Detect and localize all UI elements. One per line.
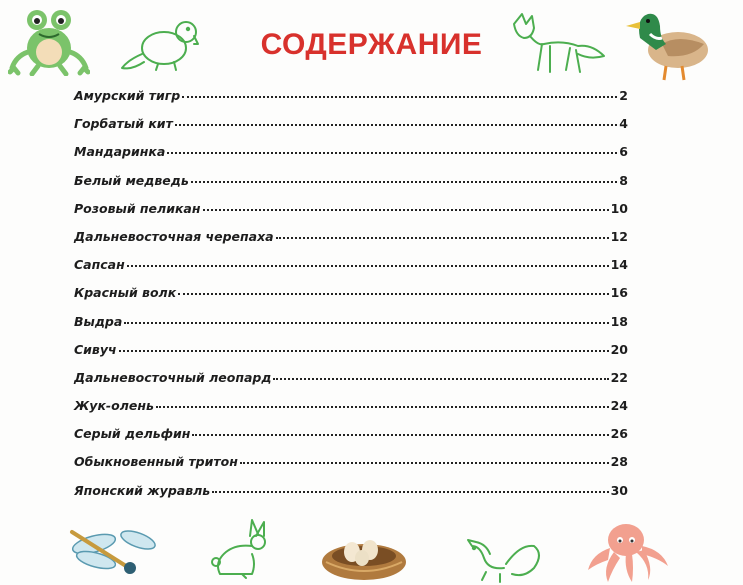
octopus-icon [578, 520, 674, 585]
duck-icon [622, 4, 714, 84]
toc-entry[interactable] [74, 144, 628, 172]
toc-entry-page: 30 [610, 482, 628, 498]
page-title: СОДЕРЖАНИЕ [260, 28, 483, 61]
fox-icon [508, 10, 608, 76]
dragonfly-icon [66, 522, 162, 582]
toc-leader-dots [178, 290, 608, 295]
toc-entry-title: Белый медведь [74, 172, 189, 188]
toc-entry[interactable] [74, 342, 628, 370]
frog-icon [8, 6, 90, 76]
toc-entry-page: 18 [610, 313, 628, 329]
toc-entry-page: 28 [610, 454, 628, 470]
toc-entry-title: Горбатый кит [74, 116, 173, 132]
toc-leader-dots [167, 149, 617, 154]
toc-entry-title: Дальневосточный леопард [74, 369, 272, 385]
toc-entry-page: 22 [610, 369, 628, 385]
toc-entry[interactable] [74, 426, 628, 454]
toc-entry-title: Японский журавль [74, 482, 211, 498]
toc-entry[interactable] [74, 257, 628, 285]
toc-leader-dots [276, 234, 609, 239]
toc-entry-title: Жук-олень [74, 398, 154, 414]
toc-leader-dots [203, 206, 609, 211]
toc-entry-page: 6 [619, 144, 628, 160]
toc-entry-page: 8 [619, 172, 628, 188]
toc-entry[interactable] [74, 201, 628, 229]
toc-entry-page: 12 [610, 228, 628, 244]
toc-entry[interactable] [74, 88, 628, 116]
toc-leader-dots [191, 178, 618, 183]
toc-entry-page: 14 [610, 257, 628, 273]
toc-leader-dots [182, 93, 617, 98]
toc-entry-title: Сивуч [74, 341, 117, 357]
toc-entry[interactable] [74, 398, 628, 426]
toc-entry[interactable] [74, 229, 628, 257]
toc-leader-dots [124, 319, 608, 324]
toc-entry-title: Выдра [74, 313, 123, 329]
nest-icon [318, 530, 410, 585]
toc-entry[interactable] [74, 285, 628, 313]
toc-entry-title: Сапсан [74, 257, 125, 273]
toc-entry-title: Обыкновенный тритон [74, 454, 238, 470]
table-of-contents [74, 88, 628, 511]
toc-entry-title: Красный волк [74, 285, 177, 301]
squirrel-icon [460, 524, 546, 584]
toc-entry-page: 26 [610, 426, 628, 442]
toc-entry-title: Серый дельфин [74, 426, 191, 442]
toc-entry[interactable] [74, 314, 628, 342]
beaver-icon [118, 14, 208, 72]
rabbit-icon [202, 518, 276, 582]
toc-entry-page: 10 [610, 200, 628, 216]
toc-leader-dots [156, 403, 609, 408]
toc-entry[interactable] [74, 370, 628, 398]
toc-leader-dots [175, 121, 617, 126]
toc-leader-dots [119, 347, 609, 352]
toc-entry-page: 20 [610, 341, 628, 357]
toc-entry[interactable] [74, 483, 628, 511]
toc-entry-title: Дальневосточная черепаха [74, 228, 274, 244]
toc-entry-title: Мандаринка [74, 144, 166, 160]
toc-leader-dots [273, 375, 608, 380]
toc-entry-title: Амурский тигр [74, 88, 181, 103]
toc-entry[interactable] [74, 173, 628, 201]
toc-entry-page: 2 [619, 88, 628, 103]
toc-entry[interactable] [74, 116, 628, 144]
toc-leader-dots [212, 488, 608, 493]
toc-entry-page: 16 [610, 285, 628, 301]
toc-entry[interactable] [74, 454, 628, 482]
toc-leader-dots [240, 459, 609, 464]
toc-entry-page: 24 [610, 398, 628, 414]
toc-entry-title: Розовый пеликан [74, 200, 201, 216]
toc-leader-dots [127, 262, 609, 267]
toc-entry-page: 4 [619, 116, 628, 132]
toc-leader-dots [192, 431, 608, 436]
